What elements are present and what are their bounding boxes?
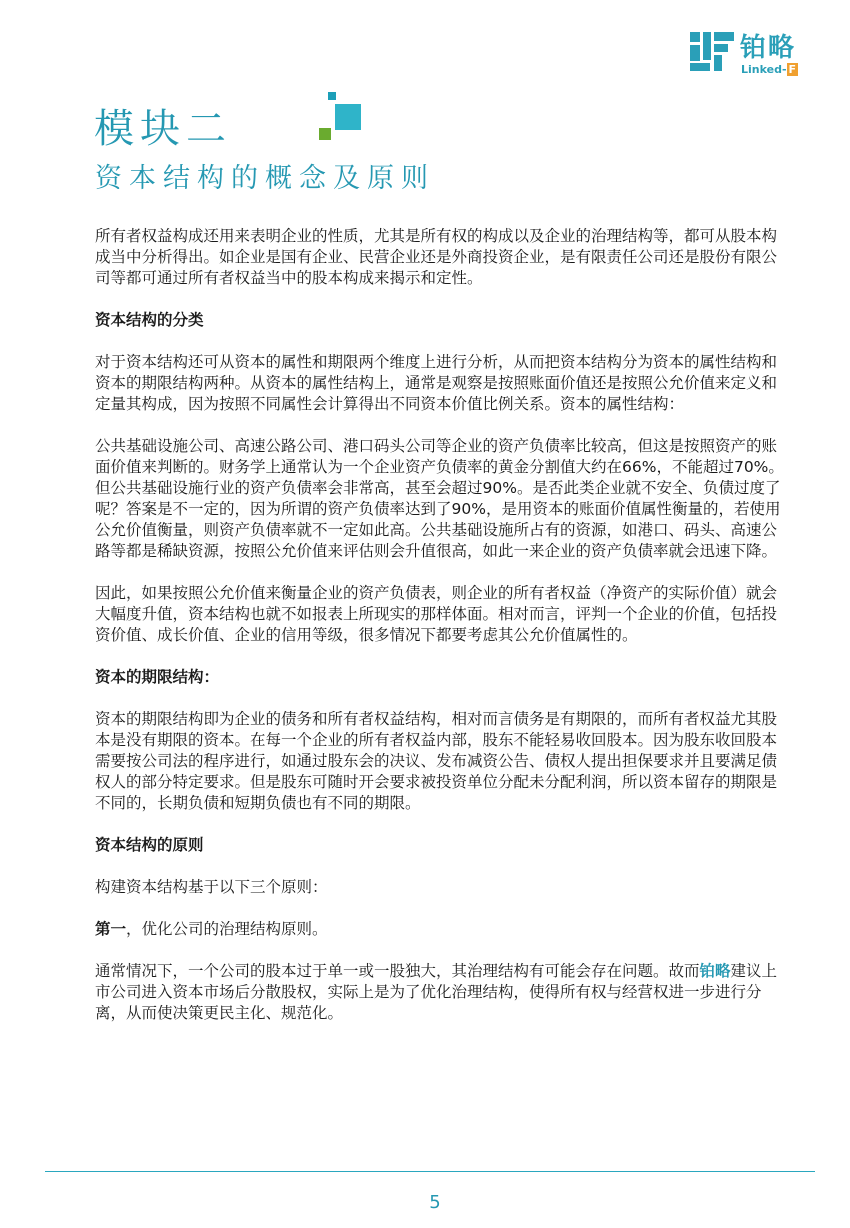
paragraph-term-structure: 资本的期限结构即为企业的债务和所有者权益结构，相对而言债务是有期限的，而所有者权益尤其股本是没有期限的资本。在每一个企业的所有者权益内部，股东不能轻易收回股本。因为股东收回股本需要按公司法的程序进行，如通过股东会的决议、发布减资公告、债权人提出担保要求并且要满足债权人的部分特定要求。但是股东可随时开会要求被投资单位分配未分配利润，所以资本留存的期限是不同的，长期负债和短期负债也有不同的期限。	[95, 710, 778, 812]
paragraph-infrastructure: 公共基础设施公司、高速公路公司、港口码头公司等企业的资产负债率比较高，但这是按照资产的账面价值来判断的。财务学上通常认为一个企业资产负债率的黄金分割值大约在66%，不能超过70%。但公共基础设施行业的资产负债率会非常高，甚至会超过90%。是否此类企业就不安全、负债过度了呢？答案是不一定的，因为所谓的资产负债率达到了90%，是用资本的账面价值属性衡量的，若使用公允价值衡量，则资产负债率就不一定如此高。公共基础设施所占有的资源，如港口、码头、高速公路等都是稀缺资源，按照公允价值来评估则会升值很高，如此一来企业的资产负债率就会迅速下降。	[95, 437, 784, 560]
decor-square-small	[328, 92, 336, 100]
section-heading-term-structure: 资本的期限结构：	[95, 668, 220, 686]
principle-one-label: 第一	[95, 920, 127, 938]
brand-logo	[690, 32, 820, 77]
section-heading-principles: 资本结构的原则	[95, 836, 204, 854]
paragraph-governance: 通常情况下，一个公司的股本过于单一或一股独大，其治理结构有可能会存在问题。故而铂略建议上市公司进入资本市场后分散股权，实际上是为了优化治理结构，使得所有权与经营权进一步进行分离，从而使决策更民主化、规范化。	[95, 962, 778, 1022]
page-number: 5	[429, 1192, 441, 1213]
footer-divider	[45, 1171, 815, 1172]
paragraph-principles-intro: 构建资本结构基于以下三个原则：	[95, 878, 328, 896]
section-heading-classification: 资本结构的分类	[95, 311, 204, 329]
logo-mark-icon	[690, 32, 736, 72]
intro-paragraph: 所有者权益构成还用来表明企业的性质，尤其是所有权的构成以及企业的治理结构等，都可从股本构成当中分析得出。如企业是国有企业、民营企业还是外商投资企业，是有限责任公司还是股份有限公司等都可通过所有者权益当中的股本构成来揭示和定性。	[95, 227, 778, 287]
module-title: 模块二	[94, 106, 232, 152]
logo-text-en: Linked- F	[741, 63, 797, 76]
module-subtitle: 资本结构的概念及原则	[95, 163, 435, 194]
paragraph-principle-one	[95, 919, 785, 940]
brand-name-inline: 铂略	[699, 962, 731, 980]
principle-one-text: ，优化公司的治理结构原则。	[126, 920, 328, 938]
logo-text-cn: 铂略	[740, 33, 797, 63]
decor-square-green	[319, 128, 331, 140]
document-body	[95, 226, 785, 1024]
decor-square-large	[335, 104, 361, 130]
paragraph-fair-value: 因此，如果按照公允价值来衡量企业的资产负债表，则企业的所有者权益（净资产的实际价值）就会大幅度升值，资本结构也就不如报表上所现实的那样体面。相对而言，评判一个企业的价值，包括投资价值、成长价值、企业的信用等级，很多情况下都要考虑其公允价值属性的。	[95, 584, 778, 644]
paragraph-classification: 对于资本结构还可从资本的属性和期限两个维度上进行分析，从而把资本结构分为资本的属性结构和资本的期限结构两种。从资本的属性结构上，通常是观察是按照账面价值还是按照公允价值来定义和定量其构成，因为按照不同属性会计算得出不同资本价值比例关系。资本的属性结构：	[95, 353, 778, 413]
